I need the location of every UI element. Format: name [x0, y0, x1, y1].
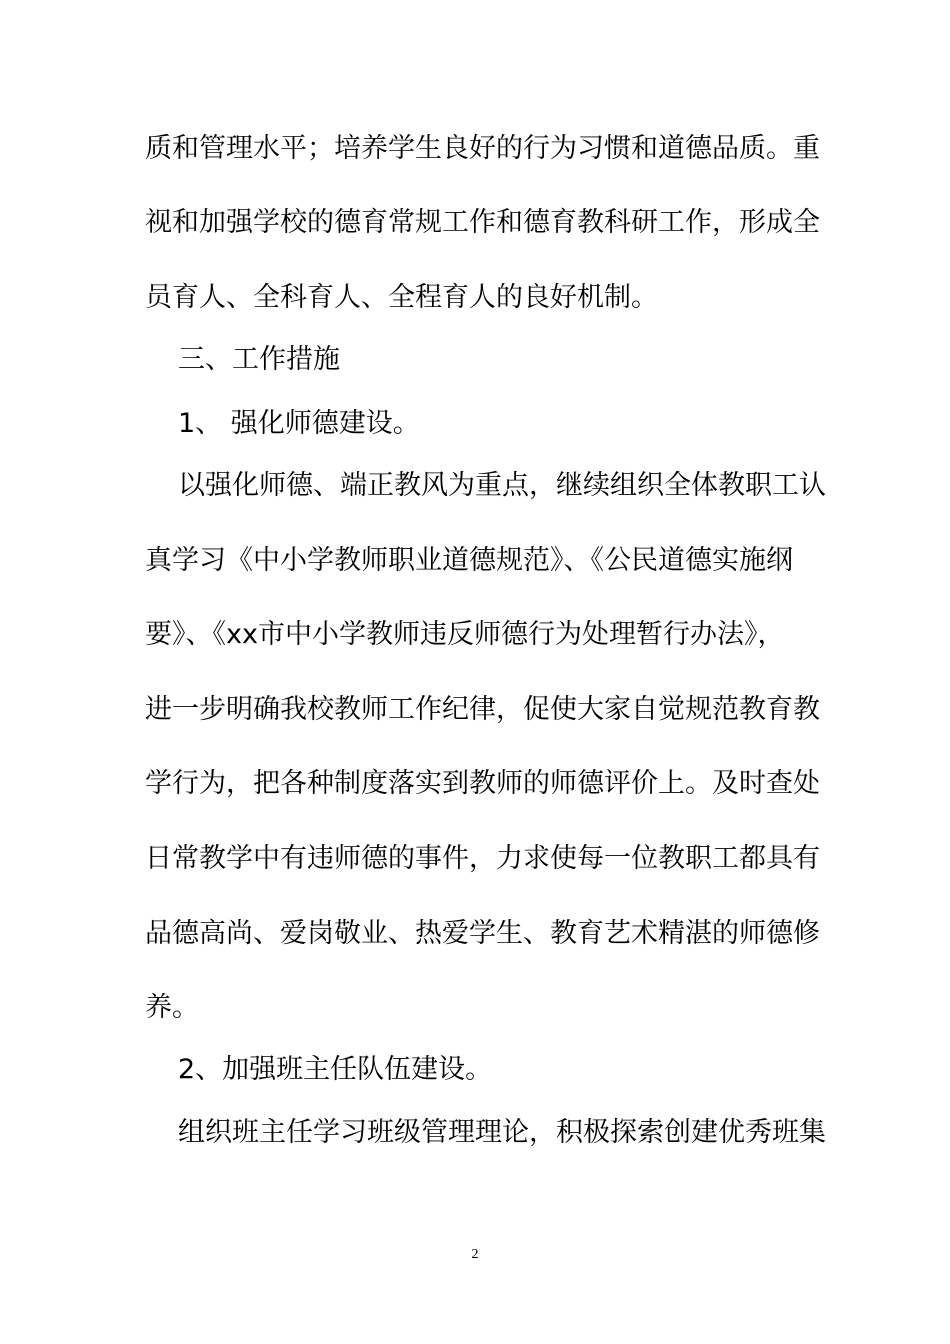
body-text-line: 员育人、全科育人、全程育人的良好机制。	[145, 282, 658, 313]
body-text-line: 要》、《xx市中小学教师违反师德行为处理暂行办法》，	[145, 619, 785, 650]
subsection-heading: 2、加强班主任队伍建设。	[178, 1054, 493, 1085]
page-number: 2	[471, 1247, 479, 1262]
body-text-line: 养。	[145, 992, 199, 1023]
body-text-line: 组织班主任学习班级管理理论，积极探索创建优秀班集	[178, 1117, 826, 1148]
body-text-line: 进一步明确我校教师工作纪律，促使大家自觉规范教育教	[145, 694, 820, 725]
section-heading: 三、工作措施	[178, 344, 340, 375]
body-text-line: 真学习《中小学教师职业道德规范》、《公民道德实施纲	[145, 545, 793, 576]
body-text-line: 以强化师德、端正教风为重点，继续组织全体教职工认	[178, 470, 826, 501]
subsection-heading: 1、 强化师德建设。	[178, 408, 420, 439]
body-text-line: 品德高尚、爱岗敬业、热爱学生、教育艺术精湛的师德修	[145, 918, 820, 949]
body-text-line: 视和加强学校的德育常规工作和德育教科研工作，形成全	[145, 207, 820, 238]
body-text-line: 学行为，把各种制度落实到教师的师德评价上。及时查处	[145, 768, 820, 799]
body-text-line: 日常教学中有违师德的事件，力求使每一位教职工都具有	[145, 843, 820, 874]
body-text-line: 质和管理水平；培养学生良好的行为习惯和道德品质。重	[145, 133, 820, 164]
